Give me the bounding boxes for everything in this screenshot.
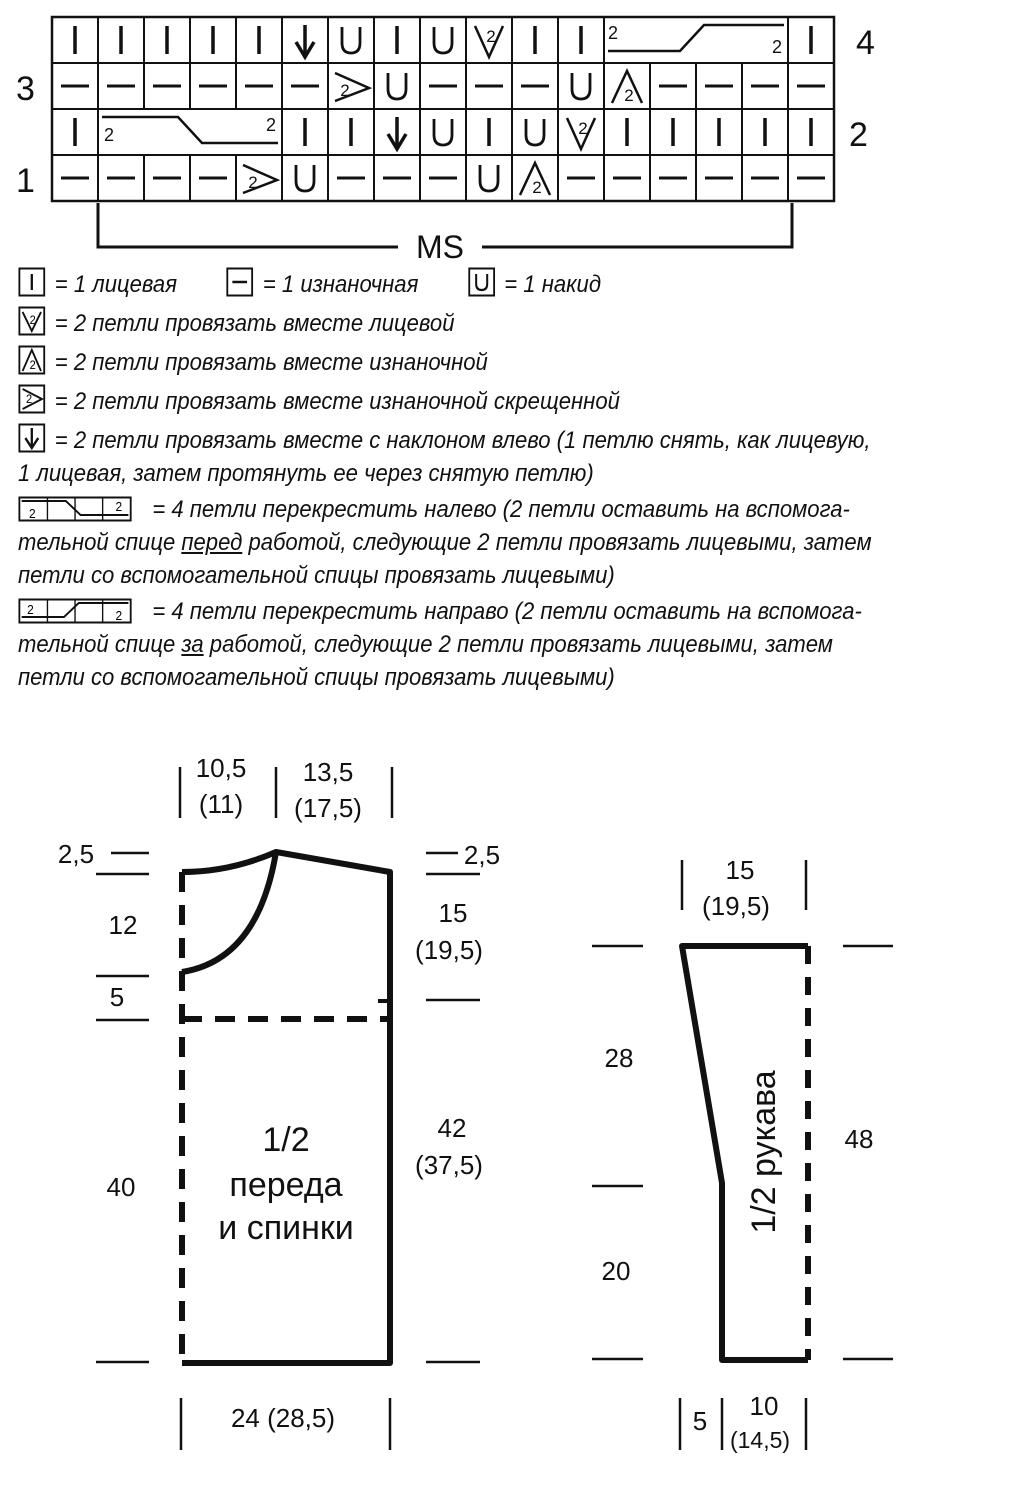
k2tog-icon: [18, 306, 46, 336]
legend-dec-left-line1: = 2 петли провязать вместе с наклоном влево (1 петлю снять, как лицевую,: [54, 427, 871, 454]
legend-k2tog: = 2 петли провязать вместе лицевой: [54, 310, 455, 337]
bottom-width: 24 (28,5): [230, 1403, 336, 1433]
svg-text:2: 2: [115, 499, 123, 515]
purl-icon: [226, 267, 254, 297]
svg-text:2: 2: [772, 37, 783, 57]
right-side-length-alt: (37,5): [415, 1150, 483, 1180]
sleeve-upper-length: 28: [604, 1043, 634, 1073]
legend: [18, 267, 933, 694]
sleeve-total-length: 48: [844, 1124, 874, 1154]
legend-row-k2tog: [18, 306, 933, 340]
legend-p2tog: = 2 петли провязать вместе изнаночной: [54, 349, 488, 376]
svg-text:2: 2: [486, 27, 496, 46]
legend-cable-right-line2: [18, 628, 933, 661]
legend-yarn-over: = 1 накид: [504, 271, 602, 298]
cable-right-underlined: за: [181, 631, 204, 658]
chart-cell-cable-right: [608, 23, 784, 57]
body-dimension-ticks: [96, 767, 480, 1450]
armhole-gap: 5: [109, 982, 125, 1012]
chart-cell-U: [572, 73, 590, 99]
chart-cell-k2tog: [475, 26, 503, 57]
chart-cell-k2tog: [567, 118, 595, 149]
cuff-offset: 5: [692, 1406, 708, 1436]
body-outline: [182, 852, 390, 1363]
shoulder-width-alt: (17,5): [294, 793, 362, 823]
sleeve-schematic: [592, 855, 893, 1453]
body-schematic: [58, 753, 500, 1450]
piece-label-2: переда: [229, 1166, 343, 1204]
cable-left-underlined: перед: [181, 529, 243, 556]
legend-knit: = 1 лицевая: [54, 271, 178, 298]
svg-text:2: 2: [248, 173, 258, 192]
legend-row-dec-left: [18, 423, 933, 457]
p2tog-tbl-icon: [18, 384, 46, 414]
legend-row-basic: [18, 267, 933, 301]
sleeve-label: 1/2 рукава: [745, 1070, 783, 1234]
left-shoulder-drop: 2,5: [57, 839, 95, 869]
svg-text:2: 2: [115, 608, 123, 624]
right-shoulder-drop: 2,5: [463, 840, 501, 870]
piece-label-3: и спинки: [218, 1209, 354, 1247]
schematics: [0, 740, 1020, 1480]
svg-text:2: 2: [25, 393, 33, 407]
svg-text:2: 2: [104, 125, 115, 145]
chart-cell-U: [434, 119, 452, 145]
chart-cell-U: [434, 27, 452, 53]
repeat-label: MS: [416, 229, 464, 265]
neck-width-alt: (11): [198, 789, 244, 819]
legend-dec-left-line2: 1 лицевая, затем протянуть ее через снятую петлю): [18, 460, 594, 487]
legend-cable-left-line3: петли со вспомогательной спицы провязать лицевыми): [18, 562, 615, 589]
legend-cable-right-line1: = 4 петли перекрестить направо (2 петли оставить на вспомога-: [152, 598, 862, 625]
sleeve-top-width-alt: (19,5): [702, 891, 770, 921]
armhole-height-alt: (19,5): [415, 935, 483, 965]
sleeve-lower-length: 20: [601, 1256, 631, 1286]
chart-grid: [52, 17, 834, 201]
row-number-4: 4: [856, 24, 875, 62]
svg-text:2: 2: [266, 115, 277, 135]
neck-width: 10,5: [195, 753, 247, 783]
chart-cell-U: [388, 73, 406, 99]
repeat-bracket: [98, 203, 792, 265]
svg-text:2: 2: [624, 86, 634, 105]
legend-cable-left-line2: [18, 526, 933, 559]
legend-row-p2tog-tbl: [18, 384, 933, 418]
legend-row-p2tog: [18, 345, 933, 379]
chart-cell-p2tog: [612, 71, 642, 105]
legend-p2tog-tbl: = 2 петли провязать вместе изнаночной скрещенной: [54, 388, 620, 415]
cable-left-icon: [18, 496, 132, 522]
chart-cell-p2tog: [520, 163, 550, 197]
cable-right-text-b: работой, следующие 2 петли провязать лицевыми, затем: [203, 631, 833, 658]
cuff-width-alt: (14,5): [729, 1427, 791, 1453]
svg-text:2: 2: [29, 314, 36, 328]
legend-purl: = 1 изнаночная: [262, 271, 419, 298]
cable-left-text-a: тельной спице: [18, 529, 182, 556]
piece-label-1: 1/2: [262, 1121, 310, 1159]
svg-text:2: 2: [608, 23, 619, 43]
chart-cell-dec-left: [388, 117, 406, 149]
sleeve-top-width: 15: [725, 855, 755, 885]
legend-cable-left-line1: = 4 петли перекрестить налево (2 петли оставить на вспомога-: [152, 496, 850, 523]
chart-cell-cable-left: [102, 115, 278, 145]
p2tog-icon: [18, 345, 46, 375]
shoulder-width: 13,5: [302, 757, 354, 787]
dec-left-icon: [18, 423, 46, 453]
svg-text:2: 2: [27, 602, 34, 618]
chart-cell-U: [480, 165, 498, 191]
chart-cell-p2tog-tbl: [243, 165, 277, 193]
legend-row-cable-left: [18, 493, 933, 526]
cable-right-text-a: тельной спице: [18, 631, 182, 658]
neck-depth: 12: [108, 910, 138, 940]
row-number-1: 1: [16, 162, 35, 200]
svg-text:2: 2: [29, 506, 36, 522]
legend-cable-right-line3: петли со вспомогательной спицы провязать лицевыми): [18, 664, 615, 691]
svg-text:2: 2: [532, 178, 542, 197]
row-number-3: 3: [16, 70, 35, 108]
row-number-2: 2: [849, 116, 868, 154]
yarn-over-icon: [467, 267, 495, 297]
chart-cell-dec-left: [296, 25, 314, 57]
side-length: 40: [106, 1172, 136, 1202]
cable-left-text-b: работой, следующие 2 петли провязать лицевыми, затем: [242, 529, 872, 556]
knit-icon: [18, 267, 46, 297]
cuff-width: 10: [749, 1391, 779, 1421]
armhole-height: 15: [438, 898, 468, 928]
svg-text:2: 2: [29, 359, 36, 373]
right-side-length: 42: [437, 1113, 467, 1143]
legend-row-cable-right: [18, 595, 933, 628]
svg-text:2: 2: [578, 119, 588, 138]
cable-right-icon: [18, 598, 132, 624]
chart-cell-U: [342, 27, 360, 53]
svg-text:2: 2: [340, 81, 350, 100]
chart-cell-U: [526, 119, 544, 145]
chart-cell-U: [296, 165, 314, 191]
chart-cell-p2tog-tbl: [335, 73, 369, 101]
